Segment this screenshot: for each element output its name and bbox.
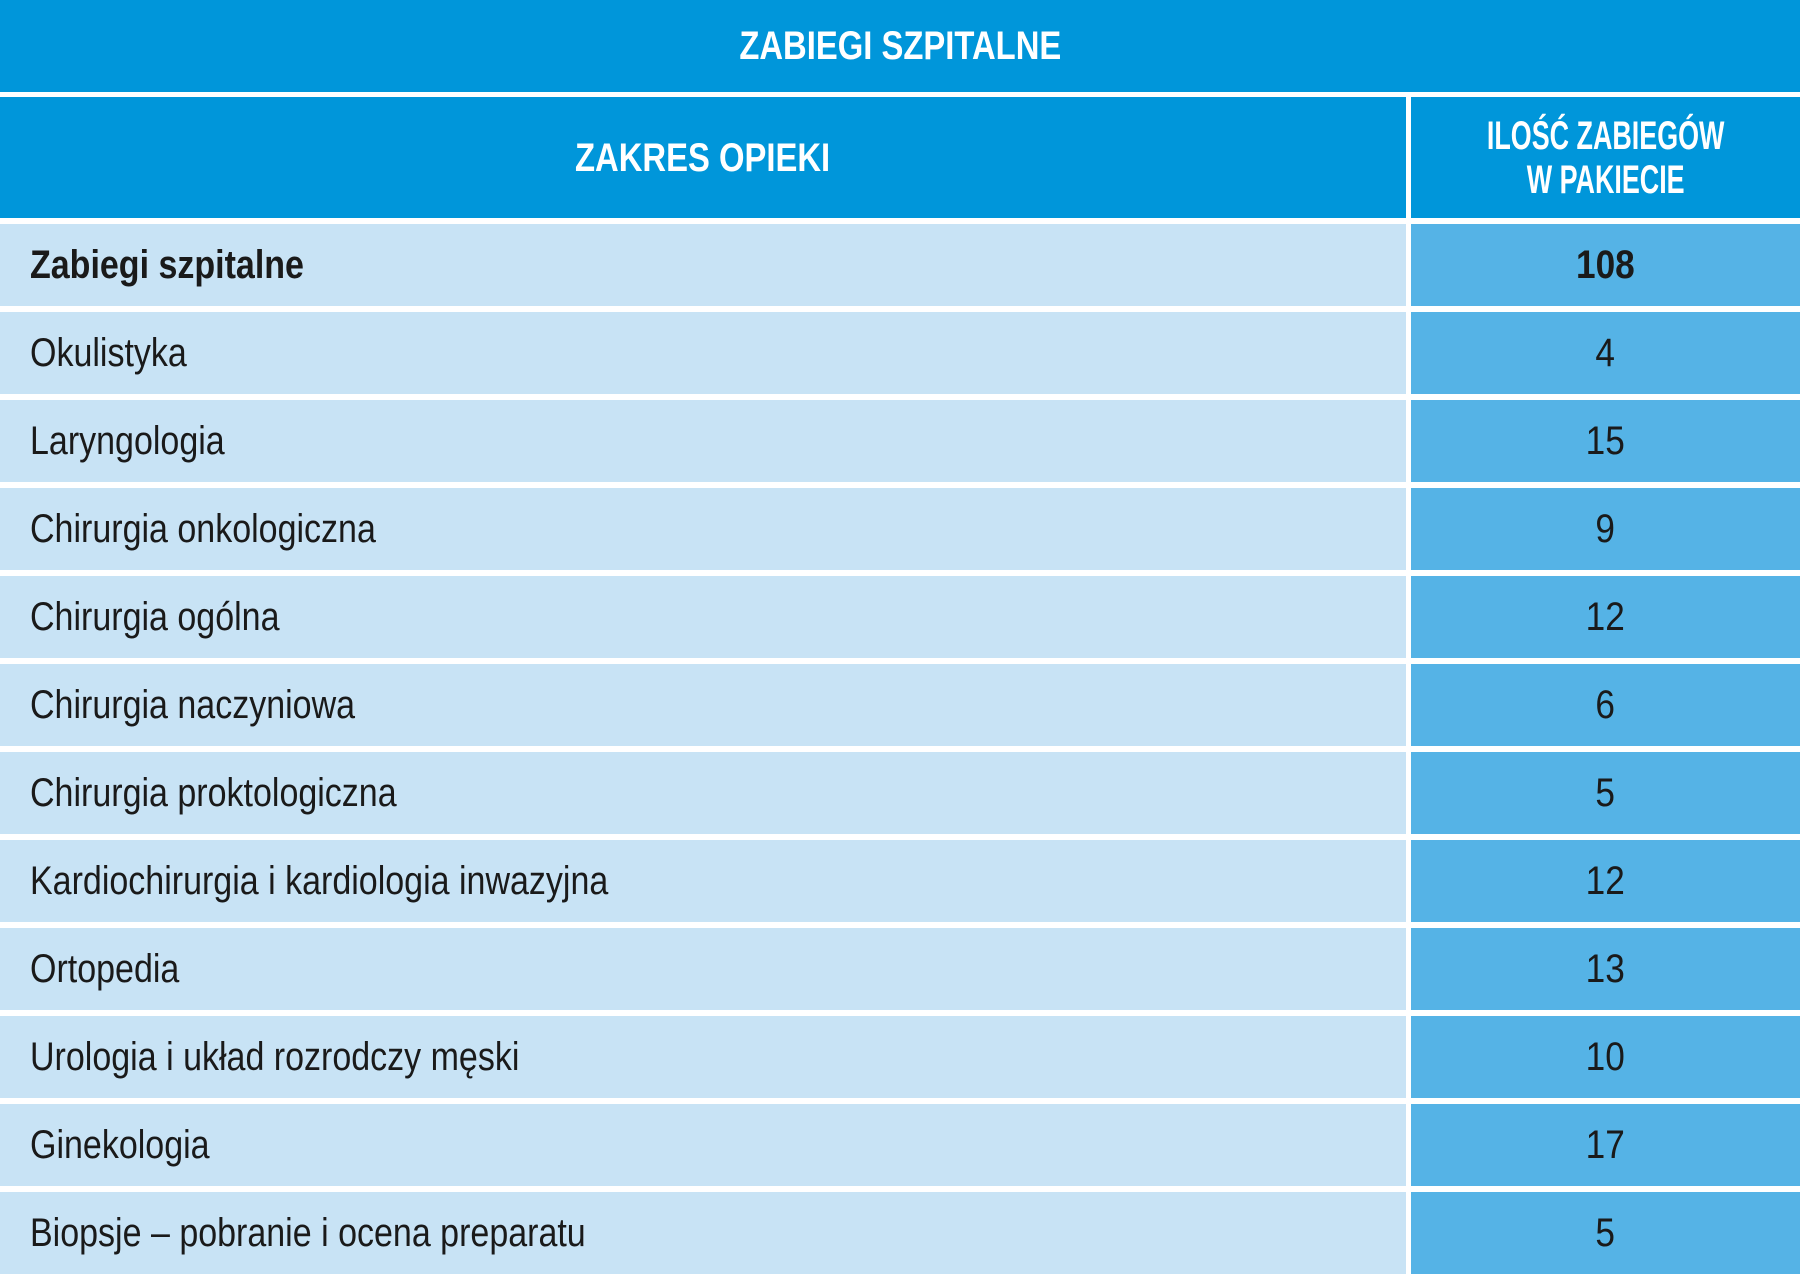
table-row — [0, 400, 1800, 482]
count-cell — [1411, 400, 1800, 482]
scope-label: Kardiochirurgia i kardiologia inwazyjna — [30, 858, 609, 903]
count-value: 5 — [1595, 1210, 1616, 1255]
header-procedure-count — [1411, 97, 1800, 218]
count-value: 13 — [1585, 946, 1626, 991]
scope-cell — [0, 752, 1406, 834]
header-count-line2: W PAKIECIE — [1526, 157, 1685, 202]
scope-label: Chirurgia naczyniowa — [30, 682, 356, 727]
count-value: 6 — [1595, 682, 1616, 727]
scope-cell — [0, 1192, 1406, 1274]
count-value: 9 — [1595, 506, 1616, 551]
scope-cell — [0, 1104, 1406, 1186]
count-value: 108 — [1576, 242, 1635, 287]
header-count-label — [1461, 114, 1751, 202]
count-cell — [1411, 312, 1800, 394]
table-row — [0, 1192, 1800, 1274]
count-cell — [1411, 224, 1800, 306]
scope-cell — [0, 400, 1406, 482]
count-cell — [1411, 752, 1800, 834]
scope-cell — [0, 928, 1406, 1010]
scope-label: Biopsje – pobranie i ocena preparatu — [30, 1210, 586, 1255]
table-row — [0, 488, 1800, 570]
count-cell — [1411, 488, 1800, 570]
scope-label: Chirurgia onkologiczna — [30, 506, 376, 551]
table-row — [0, 664, 1800, 746]
count-value: 5 — [1595, 770, 1616, 815]
scope-cell — [0, 224, 1406, 306]
count-cell — [1411, 1016, 1800, 1098]
count-value: 12 — [1585, 858, 1626, 903]
scope-cell — [0, 840, 1406, 922]
scope-label: Ortopedia — [30, 946, 180, 991]
count-value: 17 — [1585, 1122, 1626, 1167]
count-cell — [1411, 1192, 1800, 1274]
scope-cell — [0, 664, 1406, 746]
table-row — [0, 312, 1800, 394]
scope-label: Ginekologia — [30, 1122, 210, 1167]
scope-cell — [0, 312, 1406, 394]
count-cell — [1411, 840, 1800, 922]
count-value: 4 — [1595, 330, 1616, 375]
scope-label: Chirurgia proktologiczna — [30, 770, 397, 815]
table-row — [0, 752, 1800, 834]
count-value: 12 — [1585, 594, 1626, 639]
table-title-text: ZABIEGI SZPITALNE — [739, 23, 1061, 68]
header-scope-label: ZAKRES OPIEKI — [575, 135, 831, 180]
count-cell — [1411, 1104, 1800, 1186]
scope-label: Chirurgia ogólna — [30, 594, 280, 639]
table-title — [0, 0, 1800, 92]
table-header-row — [0, 97, 1800, 218]
count-value: 15 — [1585, 418, 1626, 463]
table-row — [0, 224, 1800, 306]
table-row — [0, 1104, 1800, 1186]
scope-label: Urologia i układ rozrodczy męski — [30, 1034, 520, 1079]
header-count-line1: ILOŚĆ ZABIEGÓW — [1486, 113, 1725, 158]
scope-cell — [0, 1016, 1406, 1098]
table-row — [0, 840, 1800, 922]
table-row — [0, 928, 1800, 1010]
scope-cell — [0, 488, 1406, 570]
scope-cell — [0, 576, 1406, 658]
count-cell — [1411, 928, 1800, 1010]
scope-label: Laryngologia — [30, 418, 225, 463]
table-row — [0, 1016, 1800, 1098]
header-scope-of-care — [0, 97, 1406, 218]
scope-label: Zabiegi szpitalne — [30, 242, 304, 287]
count-cell — [1411, 576, 1800, 658]
count-value: 10 — [1585, 1034, 1626, 1079]
count-cell — [1411, 664, 1800, 746]
table-row — [0, 576, 1800, 658]
scope-label: Okulistyka — [30, 330, 187, 375]
